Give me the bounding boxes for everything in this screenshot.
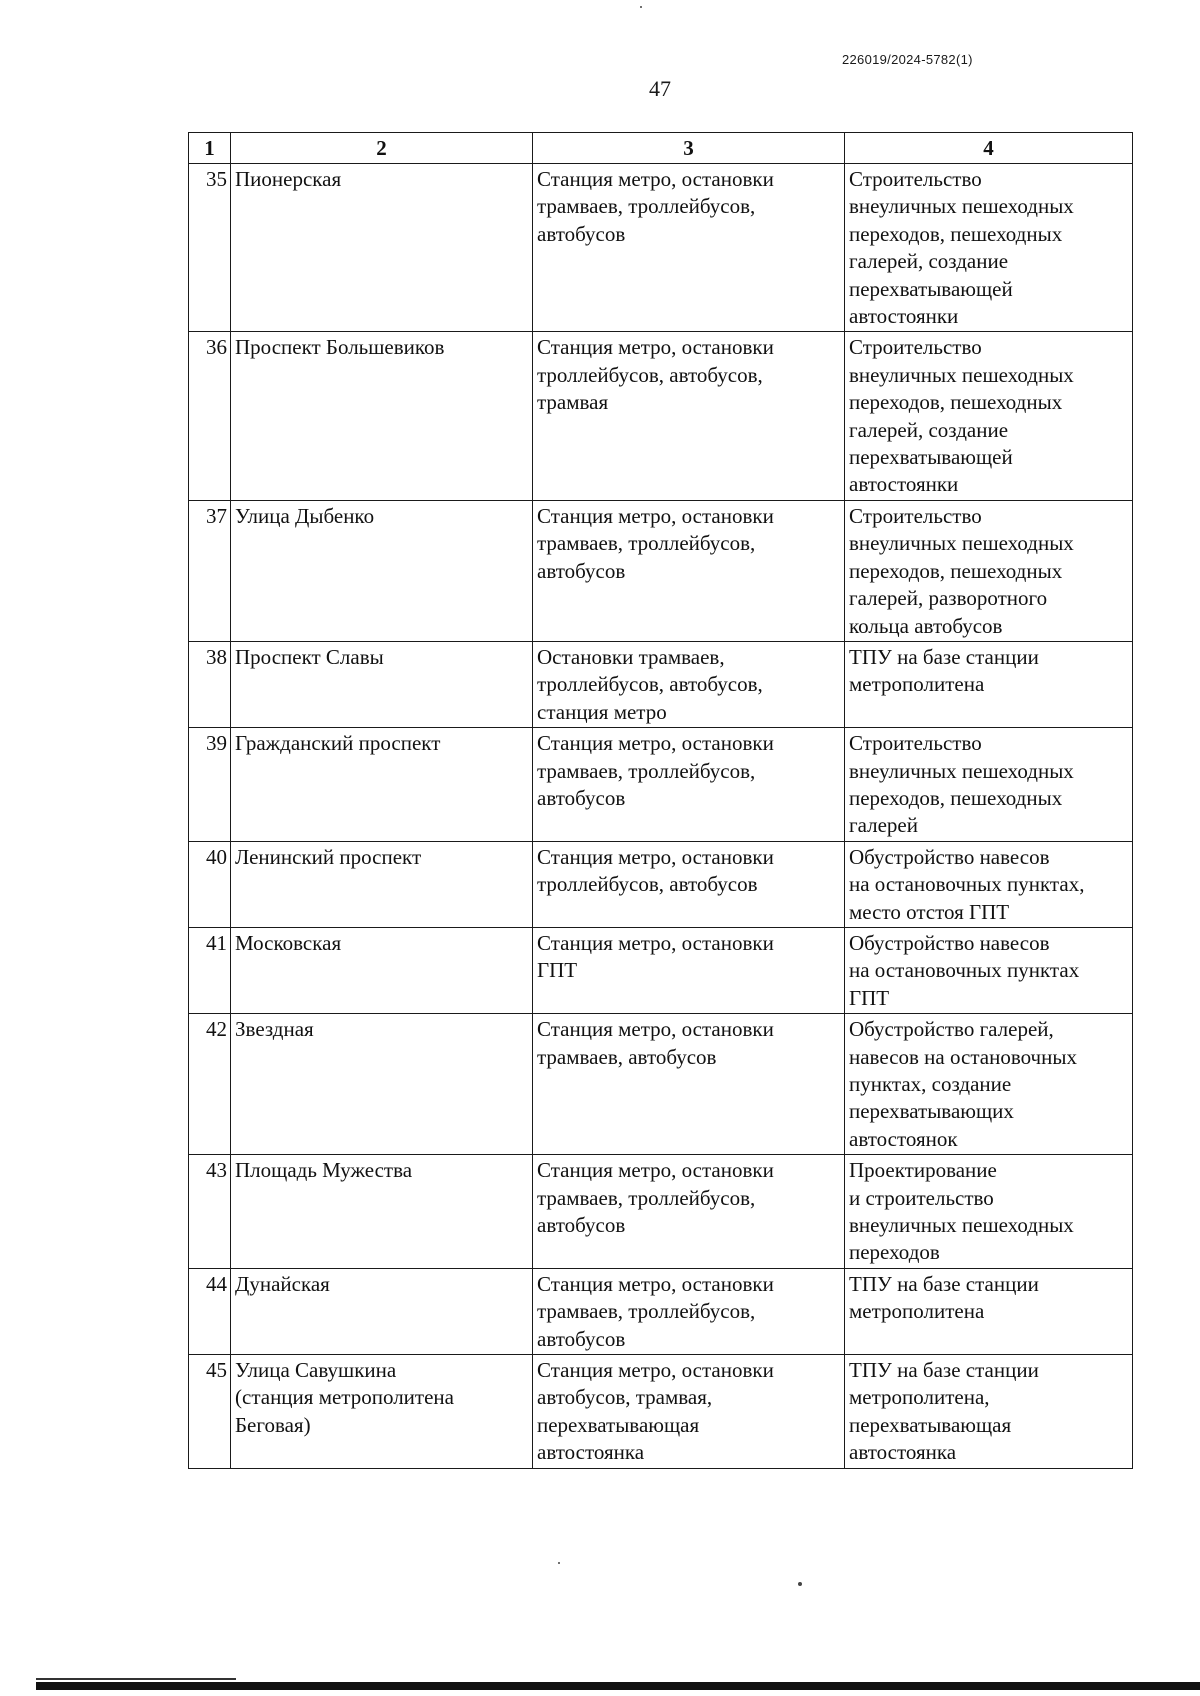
table-row	[189, 1355, 1133, 1469]
cell-text-line: Московская	[235, 930, 342, 955]
station-name-cell	[231, 641, 533, 727]
cell-text-line: галерей, разворотного	[849, 586, 1048, 611]
cell-text-line: ТПУ на базе станции	[849, 644, 1039, 669]
cell-text-line: Станция метро, остановки	[537, 930, 774, 955]
cell-text-line: троллейбусов, автобусов,	[537, 362, 763, 387]
measures-cell	[845, 332, 1133, 500]
stations-table	[188, 132, 1133, 1469]
cell-text-line: Проспект Большевиков	[235, 335, 445, 360]
cell-text-line: автостоянка	[537, 1440, 645, 1465]
transport-cell	[533, 1268, 845, 1354]
scan-speck	[558, 1562, 560, 1564]
cell-text-line: Строительство	[849, 503, 982, 528]
cell-text-line: переходов, пешеходных	[849, 558, 1063, 583]
cell-text-line: метрополитена	[849, 1299, 985, 1324]
cell-text-line: автостоянки	[849, 472, 959, 497]
cell-text-line: трамваев, троллейбусов,	[537, 531, 756, 556]
cell-text-line: на остановочных пунктах,	[849, 872, 1085, 897]
cell-text-line: Станция метро, остановки	[537, 1271, 774, 1296]
cell-text-line: Проспект Славы	[235, 644, 384, 669]
cell-text-line: трамваев, троллейбусов,	[537, 1185, 756, 1210]
cell-text-line: трамваев, троллейбусов,	[537, 758, 756, 783]
column-header: 2	[231, 133, 533, 164]
cell-text-line: автостоянки	[849, 304, 959, 329]
cell-text-line: место отстоя ГПТ	[849, 899, 1010, 924]
cell-text-line: галерей	[849, 813, 918, 838]
row-number-cell: 43	[189, 1155, 231, 1269]
cell-text-line: Звездная	[235, 1017, 314, 1042]
measures-cell	[845, 1268, 1133, 1354]
cell-text-line: Улица Дыбенко	[235, 503, 375, 528]
cell-text-line: автобусов	[537, 785, 626, 810]
cell-text-line: автобусов	[537, 1213, 626, 1238]
cell-text-line: Ленинский проспект	[235, 844, 422, 869]
transport-cell	[533, 332, 845, 500]
cell-text-line: Площадь Мужества	[235, 1158, 413, 1183]
row-number-cell: 39	[189, 728, 231, 842]
scan-speck	[640, 6, 642, 8]
cell-text-line: внеуличных пешеходных	[849, 194, 1074, 219]
row-number-cell: 41	[189, 927, 231, 1013]
table-row	[189, 332, 1133, 500]
cell-text-line: кольца автобусов	[849, 613, 1003, 638]
cell-text-line: перехватывающая	[537, 1412, 700, 1437]
transport-cell	[533, 164, 845, 332]
column-header: 3	[533, 133, 845, 164]
row-number-cell: 37	[189, 500, 231, 641]
transport-cell	[533, 1355, 845, 1469]
station-name-cell	[231, 1155, 533, 1269]
cell-text-line: Пионерская	[235, 167, 342, 191]
cell-text-line: трамваев, автобусов	[537, 1044, 717, 1069]
station-name-cell	[231, 164, 533, 332]
table-body	[189, 164, 1133, 1469]
station-name-cell	[231, 500, 533, 641]
station-name-cell	[231, 927, 533, 1013]
cell-text-line: Строительство	[849, 731, 982, 756]
table-row	[189, 728, 1133, 842]
cell-text-line: Станция метро, остановки	[537, 1358, 774, 1383]
cell-text-line: на остановочных пунктах	[849, 958, 1080, 983]
cell-text-line: Обустройство галерей,	[849, 1017, 1054, 1042]
cell-text-line: внеуличных пешеходных	[849, 531, 1074, 556]
cell-text-line: Станция метро, остановки	[537, 1158, 774, 1183]
cell-text-line: перехватывающей	[849, 276, 1013, 301]
cell-text-line: станция метро	[537, 699, 667, 724]
cell-text-line: переходов	[849, 1240, 940, 1265]
cell-text-line: внеуличных пешеходных	[849, 362, 1074, 387]
row-number-cell: 40	[189, 841, 231, 927]
measures-cell	[845, 841, 1133, 927]
cell-text-line: пунктах, создание	[849, 1072, 1012, 1096]
table-row	[189, 641, 1133, 727]
table-row	[189, 164, 1133, 332]
cell-text-line: Проектирование	[849, 1158, 997, 1183]
cell-text-line: навесов на остановочных	[849, 1044, 1077, 1069]
cell-text-line: Станция метро, остановки	[537, 503, 774, 528]
cell-text-line: метрополитена	[849, 672, 985, 697]
measures-cell	[845, 500, 1133, 641]
scan-edge-line	[36, 1678, 236, 1680]
cell-text-line: Гражданский проспект	[235, 731, 441, 756]
cell-text-line: и строительство	[849, 1185, 994, 1210]
column-header: 1	[189, 133, 231, 164]
cell-text-line: (станция метрополитена	[235, 1385, 454, 1410]
table-row	[189, 1014, 1133, 1155]
station-name-cell	[231, 728, 533, 842]
cell-text-line: галерей, создание	[849, 249, 1009, 274]
table-row	[189, 1268, 1133, 1354]
measures-cell	[845, 1155, 1133, 1269]
cell-text-line: автобусов	[537, 221, 626, 246]
cell-text-line: Обустройство навесов	[849, 844, 1050, 869]
measures-cell	[845, 728, 1133, 842]
cell-text-line: Беговая)	[235, 1412, 311, 1437]
scan-speck	[798, 1582, 802, 1586]
row-number-cell: 36	[189, 332, 231, 500]
cell-text-line: Остановки трамваев,	[537, 644, 725, 669]
cell-text-line: автобусов	[537, 558, 626, 583]
cell-text-line: автобусов	[537, 1326, 626, 1351]
cell-text-line: Дунайская	[235, 1271, 330, 1296]
column-header: 4	[845, 133, 1133, 164]
cell-text-line: Улица Савушкина	[235, 1358, 397, 1383]
cell-text-line: Обустройство навесов	[849, 930, 1050, 955]
measures-cell	[845, 927, 1133, 1013]
row-number-cell: 38	[189, 641, 231, 727]
cell-text-line: внеуличных пешеходных	[849, 758, 1074, 783]
cell-text-line: Станция метро, остановки	[537, 167, 774, 191]
cell-text-line: галерей, создание	[849, 417, 1009, 442]
transport-cell	[533, 500, 845, 641]
cell-text-line: троллейбусов, автобусов,	[537, 672, 763, 697]
transport-cell	[533, 1014, 845, 1155]
cell-text-line: Станция метро, остановки	[537, 731, 774, 756]
cell-text-line: переходов, пешеходных	[849, 785, 1063, 810]
station-name-cell	[231, 1268, 533, 1354]
cell-text-line: трамвая	[537, 390, 609, 415]
cell-text-line: переходов, пешеходных	[849, 221, 1063, 246]
cell-text-line: автобусов, трамвая,	[537, 1385, 713, 1410]
table-row	[189, 927, 1133, 1013]
measures-cell	[845, 1014, 1133, 1155]
measures-cell	[845, 164, 1133, 332]
station-name-cell	[231, 1014, 533, 1155]
table-row	[189, 1155, 1133, 1269]
cell-text-line: трамваев, троллейбусов,	[537, 194, 756, 219]
cell-text-line: Строительство	[849, 167, 982, 191]
cell-text-line: троллейбусов, автобусов	[537, 872, 758, 897]
transport-cell	[533, 927, 845, 1013]
cell-text-line: переходов, пешеходных	[849, 390, 1063, 415]
document-registration-number: 226019/2024-5782(1)	[842, 52, 973, 67]
cell-text-line: перехватывающих	[849, 1099, 1014, 1124]
transport-cell	[533, 841, 845, 927]
cell-text-line: Станция метро, остановки	[537, 1017, 774, 1042]
measures-cell	[845, 641, 1133, 727]
row-number-cell: 42	[189, 1014, 231, 1155]
cell-text-line: автостоянок	[849, 1126, 958, 1151]
cell-text-line: ТПУ на базе станции	[849, 1271, 1039, 1296]
station-name-cell	[231, 841, 533, 927]
cell-text-line: Станция метро, остановки	[537, 844, 774, 869]
transport-cell	[533, 641, 845, 727]
row-number-cell: 35	[189, 164, 231, 332]
cell-text-line: трамваев, троллейбусов,	[537, 1299, 756, 1324]
cell-text-line: перехватывающая	[849, 1412, 1012, 1437]
transport-cell	[533, 1155, 845, 1269]
cell-text-line: метрополитена,	[849, 1385, 990, 1410]
cell-text-line: Станция метро, остановки	[537, 335, 774, 360]
cell-text-line: внеуличных пешеходных	[849, 1213, 1074, 1238]
cell-text-line: ТПУ на базе станции	[849, 1358, 1039, 1383]
table-row	[189, 841, 1133, 927]
row-number-cell: 44	[189, 1268, 231, 1354]
scan-edge-bar	[36, 1682, 1200, 1690]
table-row	[189, 500, 1133, 641]
transport-cell	[533, 728, 845, 842]
row-number-cell: 45	[189, 1355, 231, 1469]
station-name-cell	[231, 332, 533, 500]
measures-cell	[845, 1355, 1133, 1469]
cell-text-line: ГПТ	[849, 985, 890, 1010]
cell-text-line: ГПТ	[537, 958, 578, 983]
cell-text-line: Строительство	[849, 335, 982, 360]
table-header-row	[189, 133, 1133, 164]
cell-text-line: автостоянка	[849, 1440, 957, 1465]
page-number: 47	[649, 76, 671, 101]
station-name-cell	[231, 1355, 533, 1469]
cell-text-line: перехватывающей	[849, 445, 1013, 470]
